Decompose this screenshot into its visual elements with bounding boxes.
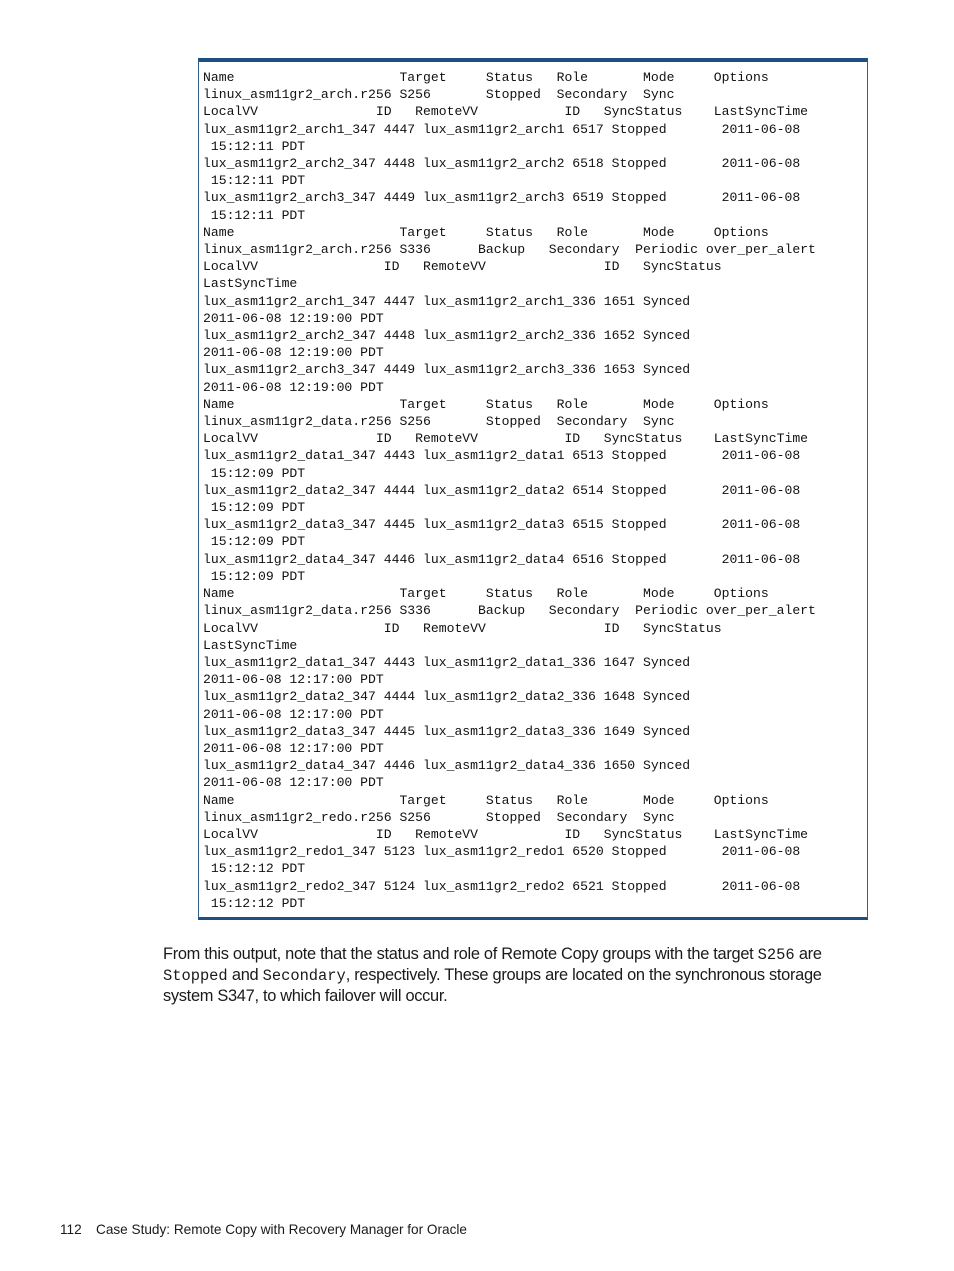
code-role-secondary: Secondary (262, 967, 346, 985)
code-line: lux_asm11gr2_data2_347 4444 lux_asm11gr2_data2_336 1648 Synced (203, 689, 691, 705)
code-line: 15:12:09 PDT (203, 534, 306, 550)
code-line: Name Target Status Role Mode Options (203, 792, 769, 808)
code-line: lux_asm11gr2_arch1_347 4447 lux_asm11gr2_arch1_336 1651 Synced (203, 293, 691, 309)
code-line: 2011-06-08 12:17:00 PDT (203, 740, 384, 756)
code-line: lux_asm11gr2_data2_347 4444 lux_asm11gr2_data2 6514 Stopped 2011-06-08 (203, 482, 801, 498)
code-line: 2011-06-08 12:19:00 PDT (203, 310, 384, 326)
code-line: LastSyncTime (203, 637, 298, 653)
chapter-title: Case Study: Remote Copy with Recovery Manager for Oracle (96, 1222, 467, 1237)
code-line: 15:12:09 PDT (203, 465, 306, 481)
code-line: lux_asm11gr2_data3_347 4445 lux_asm11gr2_data3 6515 Stopped 2011-06-08 (203, 517, 801, 533)
code-line: 15:12:09 PDT (203, 500, 306, 516)
body-text-part1: From this output, note that the status and role of Remote Copy groups with the target (163, 945, 758, 963)
code-line: 15:12:09 PDT (203, 568, 306, 584)
page-number: 112 (60, 1222, 82, 1237)
code-line: 15:12:11 PDT (203, 207, 306, 223)
body-text-part4: , respectively. These groups are located on the synchronous storage system S347, to which failover will occur. (163, 966, 822, 1005)
code-line: linux_asm11gr2_data.r256 S256 Stopped Secondary Sync (203, 414, 675, 430)
code-listing-box (198, 58, 868, 920)
code-line: lux_asm11gr2_arch2_347 4448 lux_asm11gr2_arch2 6518 Stopped 2011-06-08 (203, 156, 801, 172)
code-line: linux_asm11gr2_redo.r256 S256 Stopped Secondary Sync (203, 809, 675, 825)
code-line: Name Target Status Role Mode Options (203, 70, 769, 85)
code-line: 15:12:12 PDT (203, 895, 306, 911)
body-text-part3: and (227, 966, 263, 984)
code-line: lux_asm11gr2_arch3_347 4449 lux_asm11gr2_arch3 6519 Stopped 2011-06-08 (203, 190, 801, 206)
code-line: Name Target Status Role Mode Options (203, 586, 769, 602)
code-line: 15:12:12 PDT (203, 861, 306, 877)
code-line: linux_asm11gr2_arch.r256 S336 Backup Secondary Periodic over_per_alert (203, 242, 816, 258)
code-line: LocalVV ID RemoteVV ID SyncStatus LastSyncTime (203, 431, 809, 447)
code-line: LocalVV ID RemoteVV ID SyncStatus (203, 259, 722, 275)
code-line: LocalVV ID RemoteVV ID SyncStatus LastSyncTime (203, 826, 809, 842)
code-line: 2011-06-08 12:17:00 PDT (203, 775, 384, 791)
code-line: lux_asm11gr2_data3_347 4445 lux_asm11gr2_data3_336 1649 Synced (203, 723, 691, 739)
body-text-part2: are (794, 945, 822, 963)
code-line: LastSyncTime (203, 276, 298, 292)
code-line: lux_asm11gr2_arch2_347 4448 lux_asm11gr2_arch2_336 1652 Synced (203, 328, 691, 344)
code-line: Name Target Status Role Mode Options (203, 224, 769, 240)
code-line: lux_asm11gr2_arch1_347 4447 lux_asm11gr2_arch1 6517 Stopped 2011-06-08 (203, 121, 801, 137)
page-footer (60, 1222, 467, 1237)
body-paragraph (163, 944, 863, 1006)
code-status-stopped: Stopped (163, 967, 228, 985)
code-line: linux_asm11gr2_arch.r256 S256 Stopped Secondary Sync (203, 87, 675, 103)
code-line: lux_asm11gr2_arch3_347 4449 lux_asm11gr2_arch3_336 1653 Synced (203, 362, 691, 378)
code-line: 15:12:11 PDT (203, 173, 306, 189)
code-line: linux_asm11gr2_data.r256 S336 Backup Secondary Periodic over_per_alert (203, 603, 816, 619)
code-line: LocalVV ID RemoteVV ID SyncStatus LastSyncTime (203, 104, 809, 120)
code-line: lux_asm11gr2_redo1_347 5123 lux_asm11gr2_redo1 6520 Stopped 2011-06-08 (203, 844, 801, 860)
code-target-s256: S256 (757, 946, 795, 964)
code-line: lux_asm11gr2_data1_347 4443 lux_asm11gr2_data1 6513 Stopped 2011-06-08 (203, 448, 801, 464)
code-line: 2011-06-08 12:17:00 PDT (203, 672, 384, 688)
code-line: 15:12:11 PDT (203, 138, 306, 154)
code-line: Name Target Status Role Mode Options (203, 396, 769, 412)
code-listing (203, 69, 816, 912)
code-line: lux_asm11gr2_redo2_347 5124 lux_asm11gr2_redo2 6521 Stopped 2011-06-08 (203, 878, 801, 894)
code-line: lux_asm11gr2_data4_347 4446 lux_asm11gr2_data4 6516 Stopped 2011-06-08 (203, 551, 801, 567)
code-line: lux_asm11gr2_data4_347 4446 lux_asm11gr2_data4_336 1650 Synced (203, 758, 691, 774)
code-line: 2011-06-08 12:17:00 PDT (203, 706, 384, 722)
code-line: lux_asm11gr2_data1_347 4443 lux_asm11gr2_data1_336 1647 Synced (203, 654, 691, 670)
code-line: 2011-06-08 12:19:00 PDT (203, 379, 384, 395)
code-line: 2011-06-08 12:19:00 PDT (203, 345, 384, 361)
code-line: LocalVV ID RemoteVV ID SyncStatus (203, 620, 722, 636)
